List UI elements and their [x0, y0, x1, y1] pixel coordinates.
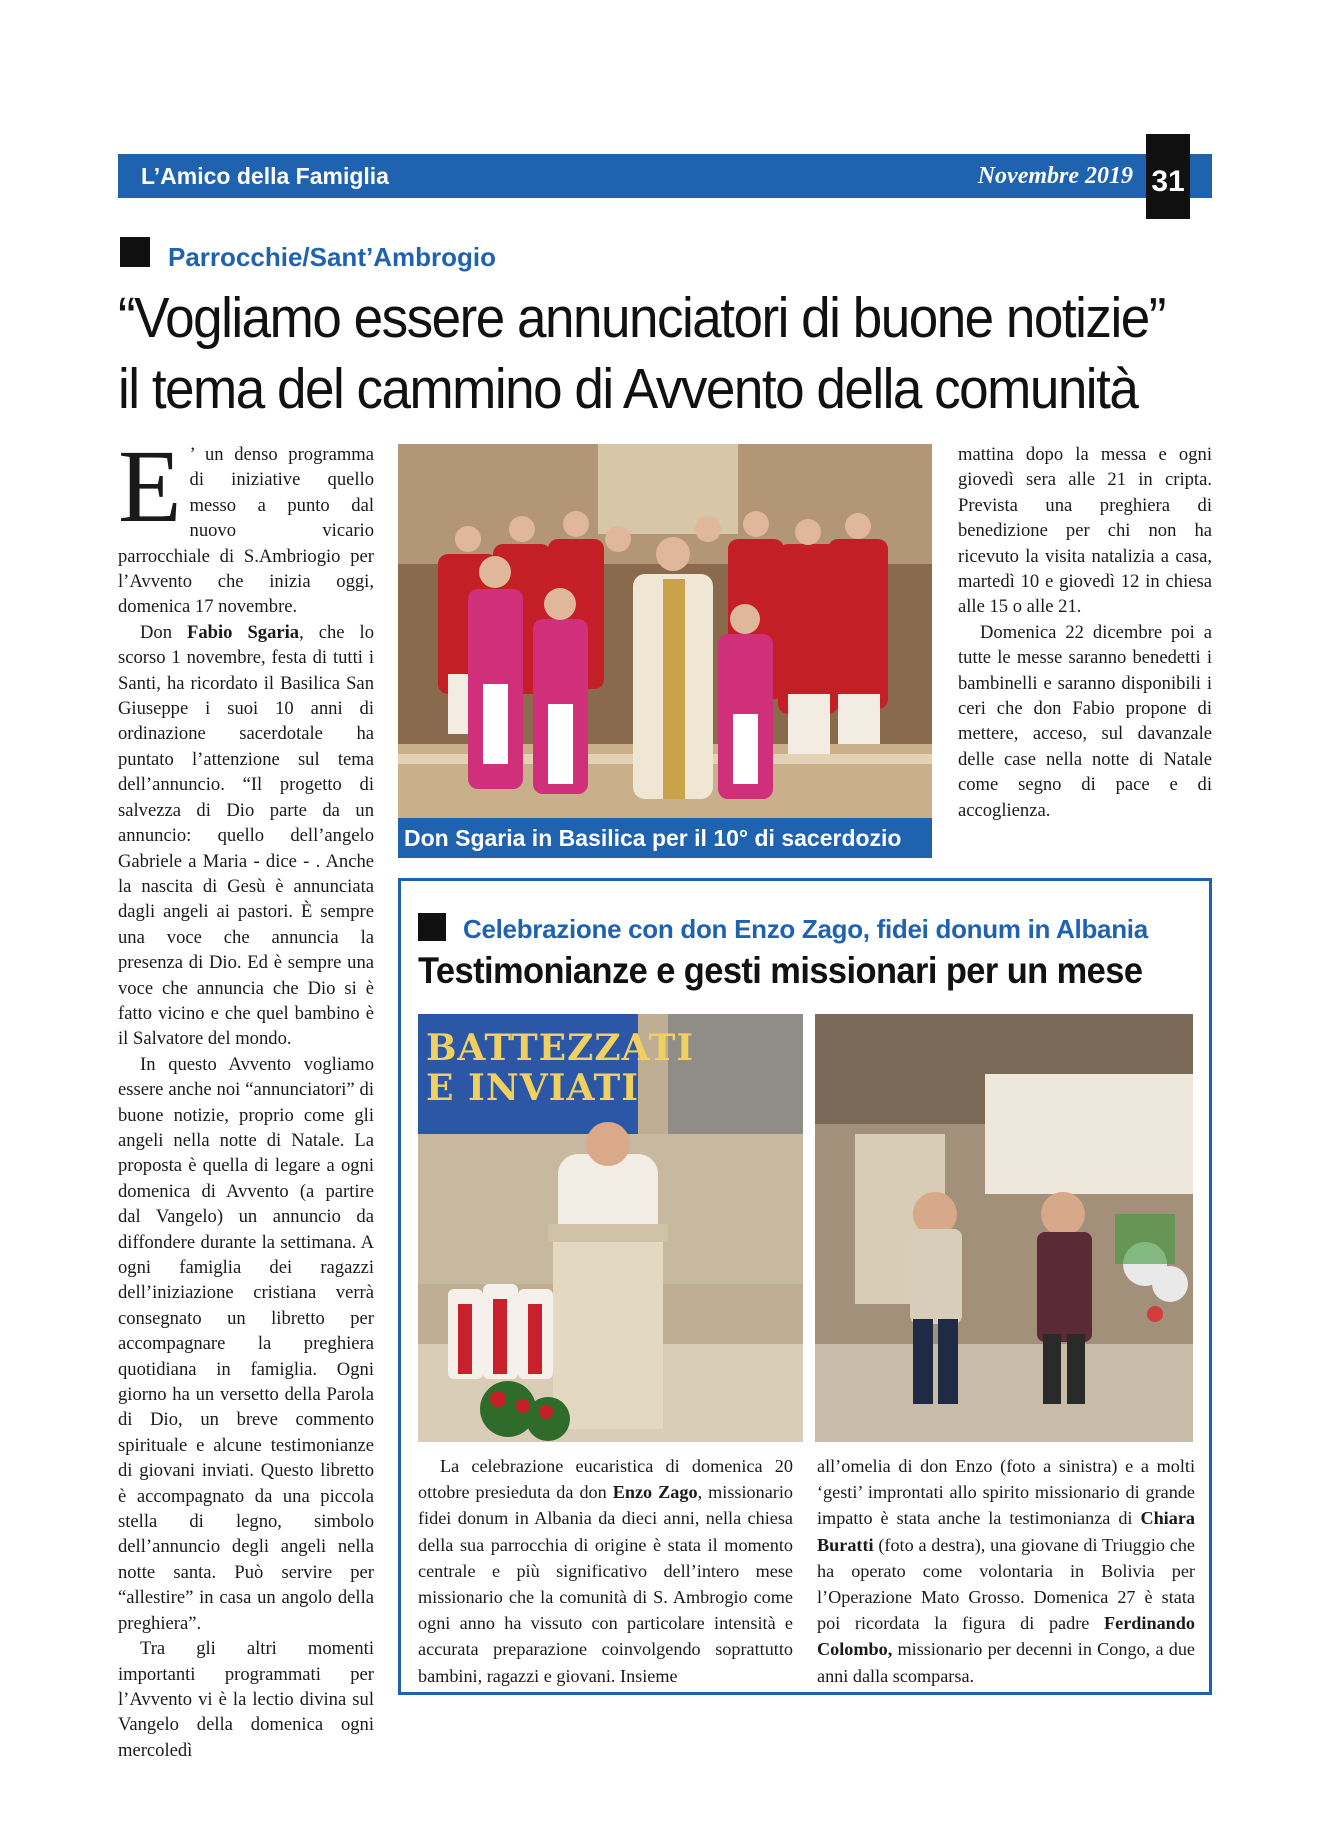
banner-line-1: BATTEZZATI [426, 1027, 695, 1069]
headline-line-2: il tema del cammino di Avvento della comunità [118, 357, 1138, 421]
paragraph: Tra gli altri momenti importanti programmati per l’Avvento vi è la lectio divina sul Vangelo della domenica ogni mercoledì [118, 1638, 374, 1761]
paragraph: mattina dopo la messa e ogni giovedì sera alle 21 in cripta. Prevista una preghiera di benedizione per chi non ha ricevuto la visita natalizia a casa, martedì 10 e giovedì 12 in chiesa alle 15 o alle 21. [958, 444, 1212, 618]
paragraph: all’omelia di don Enzo (foto a sinistra) e a molti ‘gesti’ improntati allo spirito missionario di grande impatto è stata anche la testimonianza di Chiara Buratti (foto a destra), una giovane di Triuggio che ha operato come volontaria in Bolivia per l’Operazione Mato Grosso. Domenica 27 è stata poi ricordata la figura di padre Ferdinando Colombo, missionario per decenni in Congo, a due anni dalla scomparsa. [817, 1456, 1195, 1686]
box-column-1 [418, 1453, 793, 1689]
banner-line-2: E INVIATI [426, 1067, 640, 1109]
photo-don-enzo-ambo [418, 1014, 803, 1442]
article-column-3 [958, 442, 1212, 823]
drop-cap: E [118, 429, 182, 544]
photo-don-sgaria-group [398, 444, 932, 821]
paragraph: In questo Avvento vogliamo essere anche noi “annunciatori” di buone notizie, proprio come gli angeli nella notte di Natale. La proposta è quella di legare a ogni domenica di Avvento (a partire dal Vangelo) un annuncio da diffondere durante la settimana. A ogni famiglia dei ragazzi dell’iniziazione cristiana verrà consegnato un libretto per accompagnare la preghiera quotidiana in famiglia. Ogni giorno ha un versetto della Parola di Dio, un breve commento spirituale e alcune testimonianze di giovani inviati. Questo libretto è accompagnato da una piccola stella di legno, simbolo dell’annuncio degli angeli nella notte santa. Può servire per “allestire” in casa un angolo della preghiera”. [118, 1053, 374, 1634]
paragraph: Don Fabio Sgaria, che lo scorso 1 novembre, festa di tutti i Santi, ha ricordato il Basilica San Giuseppe i suoi 10 anni di ordinazione sacerdotale ha puntato l’attenzione sul tema dell’annuncio. “Il progetto di salvezza di Dio parte da un annuncio: quello dell’angelo Gabriele a Maria - dice - . Anche la nascita di Gesù è annunciata dagli angeli ai pastori. È sempre una voce che annuncia la presenza di Dio. Ed è sempre una voce che annuncia che Dio si è fatto vicino e che quel bambino è il Salvatore del mondo. [118, 621, 374, 1050]
box-kicker: Celebrazione con don Enzo Zago, fidei donum in Albania [463, 914, 1148, 944]
headline-line-1: “Vogliamo essere annunciatori di buone notizie” [118, 286, 1165, 350]
kicker-square-icon [418, 913, 446, 941]
paragraph: Domenica 22 dicembre poi a tutte le messe saranno benedetti i bambinelli e saranno disponibili i ceri che don Fabio propone di mettere, acceso, sul davanzale delle case nella notte di Natale come segno di pace e di accoglienza. [958, 621, 1212, 821]
box-headline: Testimonianze e gesti missionari per un mese [418, 950, 1143, 991]
kicker-square-icon [120, 237, 150, 267]
photo-testimonianza [815, 1014, 1193, 1442]
banner-text [426, 1028, 694, 1108]
issue-date: Novembre 2019 [977, 163, 1133, 189]
publication-name: L’Amico della Famiglia [141, 163, 389, 189]
group-photo-illustration [398, 444, 932, 821]
paragraph: La celebrazione eucaristica di domenica 20 ottobre presieduta da don Enzo Zago, missionario fidei donum in Albania da dieci anni, nella chiesa della sua parrocchia di origine è stata il momento centrale e più significativo dell’intero mese missionario che la comunità di S. Ambrogio come ogni anno ha vissuto con particolare intensità e accurata preparazione coinvolgendo soprattutto bambini, ragazzi e giovani. Insieme [418, 1456, 794, 1686]
photo-caption: Don Sgaria in Basilica per il 10° di sacerdozio [398, 818, 932, 858]
paragraph: E ’ un denso programma di iniziative quello messo a punto dal nuovo vicario parrocchiale di S.Ambriogio per l’Avvento che inizia oggi, domenica 17 novembre. [118, 429, 374, 618]
testimony-photo-illustration [815, 1014, 1193, 1442]
section-kicker: Parrocchie/Sant’Ambrogio [168, 242, 496, 272]
page-number: 31 [1146, 134, 1190, 219]
article-column-1 [118, 429, 374, 1763]
box-column-2 [817, 1453, 1195, 1689]
